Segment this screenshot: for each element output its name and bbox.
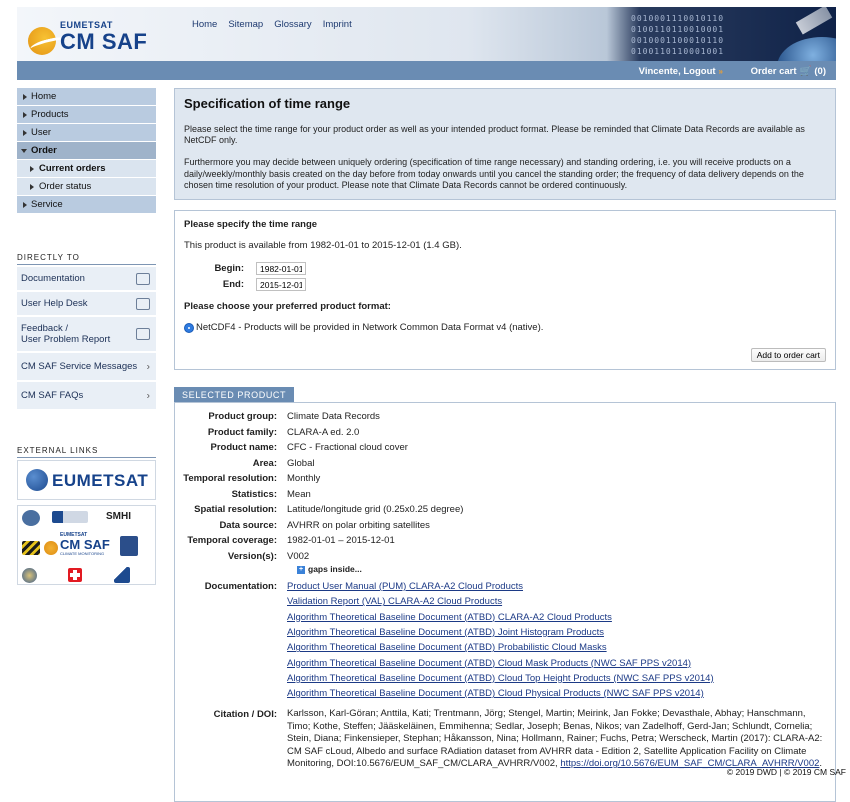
- user-help-desk-label: User Help Desk: [21, 298, 88, 309]
- netcdf4-radio[interactable]: [184, 323, 194, 333]
- attr-key: Product family:: [175, 425, 287, 441]
- doc-link-atbd-joint-histogram[interactable]: Algorithm Theoretical Baseline Document (ATBD) Joint Histogram Products: [287, 625, 825, 640]
- documentation-label: Documentation: [21, 273, 85, 284]
- gaps-inside-toggle[interactable]: [297, 564, 835, 575]
- end-label: End:: [204, 279, 244, 290]
- external-links-section: [17, 446, 156, 585]
- citation-row: [175, 707, 835, 770]
- attr-key: Spatial resolution:: [175, 502, 287, 518]
- logout-link[interactable]: [639, 66, 723, 77]
- attr-key: Version(s):: [175, 549, 287, 565]
- attr-value: Latitude/longitude grid (0.25x0.25 degree): [287, 502, 835, 518]
- help-desk-icon: [136, 298, 150, 310]
- standing-order-paragraph: Furthermore you may decide between uniquely ordering (specification of time range necessary) and standing ordering, i.e. you will receive products on a daily/weekly/monthly basis created on the day before from today onwards until you cancel the standing order; the frequency of data delivery depends on the chosen time resolution of your product. Please note that Climate Data Records cannot be ordered continuously.: [184, 157, 826, 191]
- attr-value: V002: [287, 549, 835, 565]
- begin-row: [204, 262, 826, 275]
- order-cart-link[interactable]: [751, 66, 826, 77]
- format-heading: Please choose your preferred product format:: [184, 301, 826, 312]
- attr-row: [175, 425, 835, 441]
- eumetsat-logo-text: EUMETSAT: [52, 471, 148, 491]
- attr-key: Temporal resolution:: [175, 471, 287, 487]
- nav-glossary-link[interactable]: Glossary: [274, 19, 311, 30]
- user-bar: [17, 61, 836, 80]
- sidebar-item-user[interactable]: User: [17, 124, 156, 141]
- citation-text: [287, 707, 835, 770]
- eumetsat-globe-icon: [26, 469, 48, 491]
- partner-logo-link[interactable]: [52, 511, 88, 523]
- time-range-heading: Please specify the time range: [184, 219, 826, 230]
- cmsaf-logo[interactable]: [28, 15, 168, 57]
- product-attributes: [175, 409, 835, 564]
- eumetsat-logo-link[interactable]: [17, 460, 156, 500]
- doc-link-pum[interactable]: Product User Manual (PUM) CLARA-A2 Cloud Products: [287, 579, 825, 594]
- user-help-desk-link[interactable]: [17, 292, 156, 317]
- site-header: [17, 7, 836, 61]
- attr-key: Area:: [175, 456, 287, 472]
- feedback-link[interactable]: [17, 317, 156, 353]
- documentation-key: Documentation:: [175, 579, 287, 701]
- feedback-icon: [136, 328, 150, 340]
- satellite-icon: [796, 7, 832, 35]
- binary-line: 0010001100010110: [631, 35, 724, 46]
- doc-link-atbd-cloud-top-height[interactable]: Algorithm Theoretical Baseline Document (ATBD) Cloud Top Height Products (NWC SAF PPS v2014): [287, 671, 825, 686]
- external-links-title: EXTERNAL LINKS: [17, 446, 156, 458]
- doc-link-atbd-cloud-physical[interactable]: Algorithm Theoretical Baseline Document (ATBD) Cloud Physical Products (NWC SAF PPS v2014): [287, 686, 825, 701]
- logo-eumetsat-text: EUMETSAT: [60, 20, 113, 30]
- attr-key: Product group:: [175, 409, 287, 425]
- netcdf4-label: NetCDF4 - Products will be provided in Network Common Data Format v4 (native).: [196, 322, 543, 333]
- double-arrow-icon: »: [719, 67, 723, 76]
- partner-logo-link[interactable]: [22, 510, 40, 526]
- attr-row: [175, 487, 835, 503]
- doc-link-atbd-cloud-mask[interactable]: Algorithm Theoretical Baseline Document (ATBD) Cloud Mask Products (NWC SAF PPS v2014): [287, 656, 825, 671]
- citation-body: Karlsson, Karl-Göran; Anttila, Kati; Trentmann, Jörg; Stengel, Martin; Meirink, Jan Fokke; Devasthale, Abhay; Hanschmann, Timo; Kothe, Steffen; Jääskeläinen, Emmihenna; Sedlar, Joseph; Benas, Nikos; van Zadelhoff, Gerd-Jan; Schlundt, Cornelia; Stein, Diana; Finkensieper, Stephan; Håkansson, Nina; Hollmann, Rainer; Fuchs, Petra; Werscheck, Martin (2017): CLARA-A2: CM SAF cLoud, Albedo and surface RAdiation dataset from AVHRR data - Edition 2, Satellite Application Facility on Climate Monitoring, DOI:10.5676/EUM_SAF_CM/CLARA_AVHRR/V002,: [287, 708, 822, 769]
- nav-sitemap-link[interactable]: Sitemap: [228, 19, 263, 30]
- cart-count: (0): [814, 66, 826, 77]
- attr-row: [175, 456, 835, 472]
- attr-row: [175, 440, 835, 456]
- feedback-label: Feedback /: [21, 323, 68, 334]
- doi-link[interactable]: https://doi.org/10.5676/EUM_SAF_CM/CLARA_AVHRR/V002: [560, 758, 819, 769]
- end-row: [204, 278, 826, 291]
- attr-value: Global: [287, 456, 835, 472]
- chevron-right-icon: ›: [147, 361, 150, 372]
- binary-line: 0100110110010001: [631, 24, 724, 35]
- attr-value: CFC - Fractional cloud cover: [287, 440, 835, 456]
- cart-icon: 🛒: [800, 66, 812, 77]
- spec-intro-panel: [174, 88, 836, 200]
- order-cart-label: Order cart: [751, 66, 797, 77]
- nav-home-link[interactable]: Home: [192, 19, 217, 30]
- partner-logo-link[interactable]: [114, 567, 130, 583]
- selected-product-tab: SELECTED PRODUCT: [174, 387, 294, 402]
- begin-date-input[interactable]: [256, 262, 306, 275]
- attr-row: [175, 409, 835, 425]
- binary-line: 0100110110001001: [631, 46, 724, 57]
- nav-imprint-link[interactable]: Imprint: [323, 19, 352, 30]
- globe-icon: [777, 37, 836, 61]
- sidebar-navigation: [17, 88, 156, 214]
- copyright-footer: © 2019 DWD | © 2019 CM SAF: [727, 767, 846, 777]
- partner-logo-link[interactable]: [22, 568, 37, 583]
- swiss-flag-logo-link[interactable]: [68, 568, 82, 582]
- end-date-input[interactable]: [256, 278, 306, 291]
- add-to-order-cart-button[interactable]: Add to order cart: [751, 348, 826, 362]
- service-messages-label: CM SAF Service Messages: [21, 361, 137, 372]
- logo-cmsaf-text: CM SAF: [60, 29, 147, 55]
- top-navigation: [192, 19, 352, 30]
- selected-product-panel: [174, 402, 836, 802]
- attr-key: Statistics:: [175, 487, 287, 503]
- partner-cmsaf-logo-link[interactable]: [60, 532, 116, 562]
- plus-icon: +: [297, 566, 305, 574]
- attr-value: CLARA-A ed. 2.0: [287, 425, 835, 441]
- doc-link-val[interactable]: Validation Report (VAL) CLARA-A2 Cloud Products: [287, 594, 825, 609]
- attr-value: 1982-01-01 – 2015-12-01: [287, 533, 835, 549]
- begin-label: Begin:: [204, 263, 244, 274]
- sidebar-item-service[interactable]: Service: [17, 196, 156, 213]
- user-name: Vincente, Logout: [639, 66, 716, 77]
- attr-key: Temporal coverage:: [175, 533, 287, 549]
- sidebar-subitem-current-orders[interactable]: Current orders: [17, 160, 156, 177]
- attr-row: [175, 502, 835, 518]
- directly-to-title: DIRECTLY TO: [17, 253, 156, 265]
- sidebar-subitem-order-status[interactable]: Order status: [17, 178, 156, 195]
- time-range-panel: [174, 210, 836, 370]
- document-icon: [136, 273, 150, 285]
- gaps-label: gaps inside...: [308, 564, 362, 575]
- availability-text: This product is available from 1982-01-01 to 2015-12-01 (1.4 GB).: [184, 240, 826, 251]
- citation-key: Citation / DOI:: [175, 707, 287, 770]
- sidebar-item-order[interactable]: Order: [17, 142, 156, 159]
- partner-logos: [17, 505, 156, 585]
- partner-cm-text: CLIMATE MONITORING: [60, 551, 116, 556]
- sidebar-item-products[interactable]: Products: [17, 106, 156, 123]
- doc-link-atbd-probabilistic[interactable]: Algorithm Theoretical Baseline Document (ATBD) Probabilistic Cloud Masks: [287, 640, 825, 655]
- documentation-row: [175, 579, 835, 701]
- partner-eumetsat-text: EUMETSAT: [60, 532, 116, 538]
- page-title: Specification of time range: [184, 96, 826, 111]
- attr-value: Climate Data Records: [287, 409, 835, 425]
- attr-row: [175, 471, 835, 487]
- citation-end: .: [819, 758, 822, 769]
- attr-row: [175, 518, 835, 534]
- attr-row: [175, 549, 835, 565]
- service-messages-link[interactable]: [17, 353, 156, 382]
- attr-key: Data source:: [175, 518, 287, 534]
- smhi-logo-link[interactable]: SMHI: [106, 511, 131, 522]
- attr-key: Product name:: [175, 440, 287, 456]
- attr-value: AVHRR on polar orbiting satellites: [287, 518, 835, 534]
- documentation-link[interactable]: [17, 267, 156, 292]
- faqs-label: CM SAF FAQs: [21, 390, 83, 401]
- binary-decoration: [631, 13, 724, 57]
- partner-cmsaf-text: CM SAF: [60, 538, 116, 551]
- faqs-link[interactable]: [17, 382, 156, 411]
- intro-paragraph: Please select the time range for your product order as well as your intended product format. Please be reminded that Climate Data Records are available as NetCDF only.: [184, 124, 826, 146]
- binary-line: 0010001110010110: [631, 13, 724, 24]
- partner-logo-link[interactable]: [22, 541, 40, 555]
- format-option-netcdf4[interactable]: [184, 322, 826, 333]
- attr-value: Monthly: [287, 471, 835, 487]
- documentation-list: [287, 579, 835, 701]
- attr-value: Mean: [287, 487, 835, 503]
- attr-row: [175, 533, 835, 549]
- main-content: [174, 88, 836, 802]
- doc-link-atbd-cloud[interactable]: Algorithm Theoretical Baseline Document (ATBD) CLARA-A2 Cloud Products: [287, 610, 825, 625]
- partner-logo-link[interactable]: [44, 541, 58, 555]
- problem-report-label: User Problem Report: [21, 334, 110, 345]
- sidebar-item-home[interactable]: Home: [17, 88, 156, 105]
- partner-logo-link[interactable]: [120, 536, 138, 556]
- directly-to-section: [17, 253, 156, 411]
- swiss-cross-icon: [70, 573, 80, 577]
- chevron-right-icon: ›: [147, 390, 150, 401]
